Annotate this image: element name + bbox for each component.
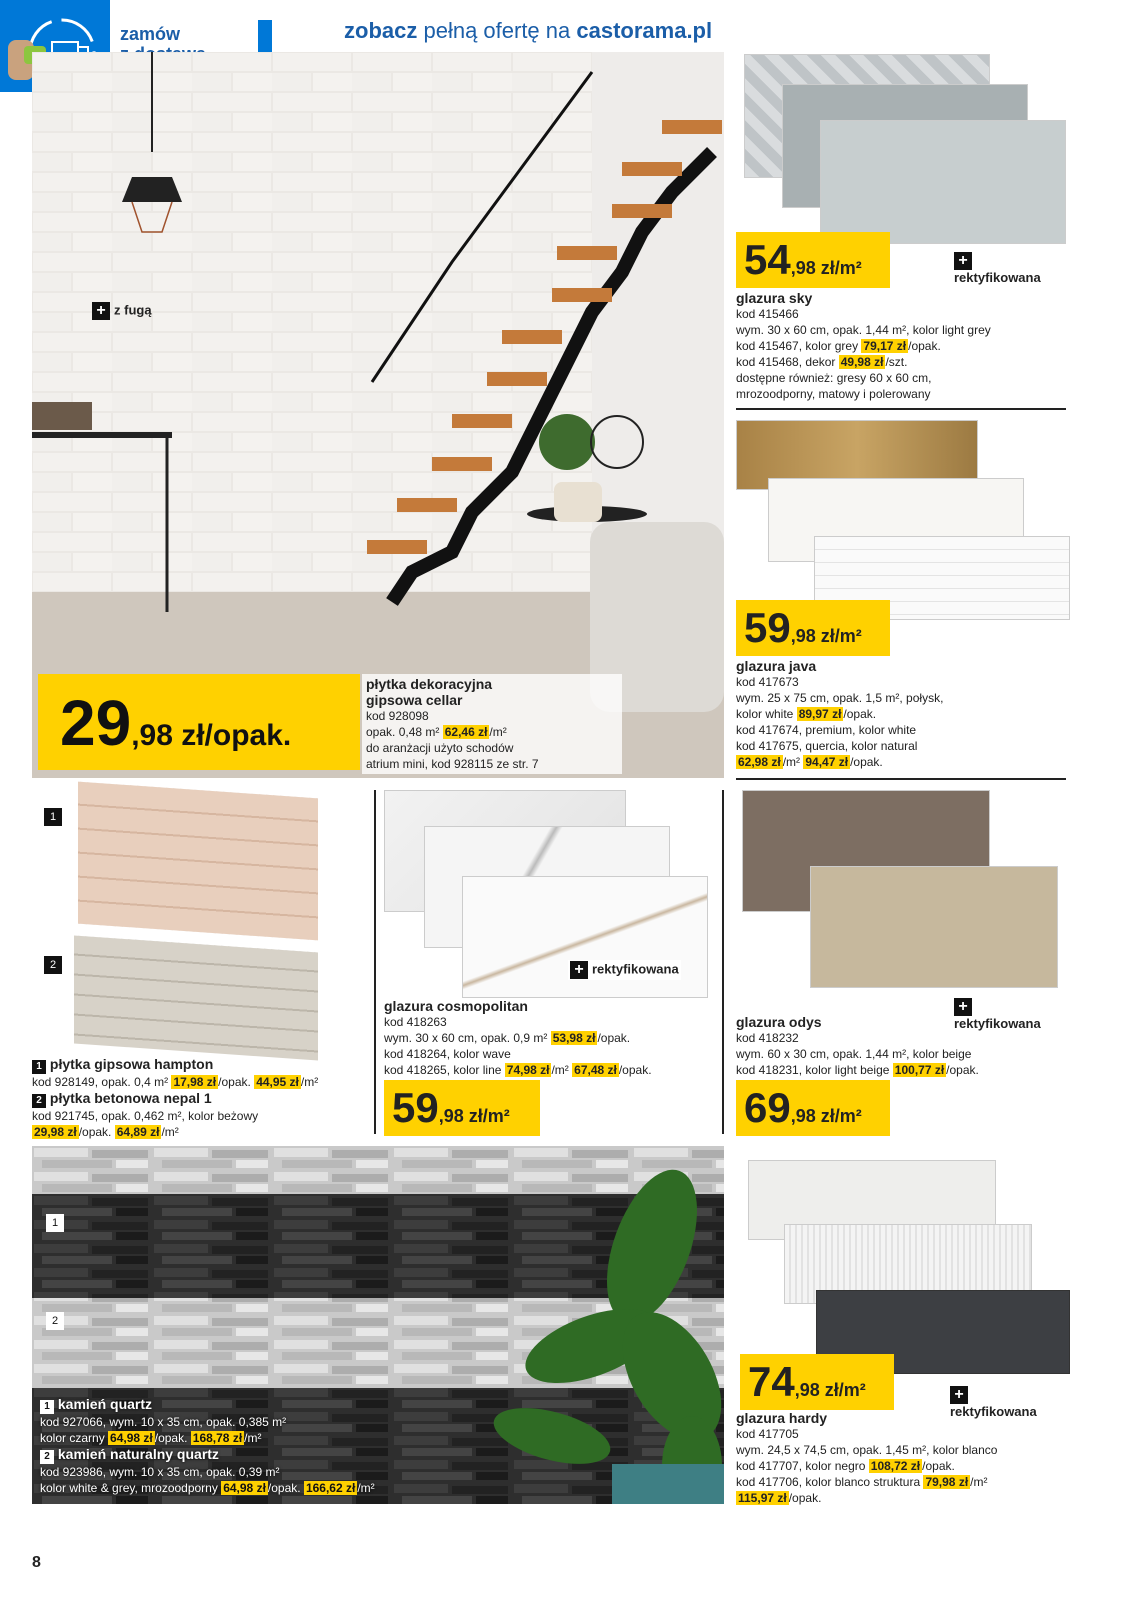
sky-badge bbox=[954, 252, 1041, 286]
java-name: glazura java bbox=[736, 658, 817, 674]
quartz-name-1 bbox=[40, 1396, 460, 1414]
price-int: 29 bbox=[60, 687, 132, 759]
price-int: 59 bbox=[392, 1084, 439, 1131]
fuga-text: z fugą bbox=[114, 302, 152, 318]
java-l1: kod 417673 bbox=[736, 675, 799, 689]
hero-fuga-label bbox=[92, 302, 152, 320]
nepal-tile bbox=[74, 935, 318, 1060]
badge-text: rektyfikowana bbox=[950, 1404, 1037, 1419]
name: kamień quartz bbox=[57, 1396, 153, 1412]
page-number: 8 bbox=[32, 1554, 41, 1571]
sky-l3 bbox=[736, 338, 1066, 354]
hampton-name-1 bbox=[32, 1056, 372, 1074]
hampton-l2: kod 921745, opak. 0,462 m², kolor beżowy bbox=[32, 1109, 259, 1123]
hampton-info bbox=[32, 1056, 372, 1140]
vertical-divider bbox=[722, 790, 724, 1134]
text: /opak. bbox=[922, 1459, 955, 1473]
text: /opak. bbox=[267, 1481, 301, 1495]
hampton-name-2 bbox=[32, 1090, 372, 1108]
price-dec: ,98 zł/opak. bbox=[131, 719, 292, 752]
quartz-name-2 bbox=[40, 1446, 460, 1464]
hardy-l1: kod 417705 bbox=[736, 1427, 799, 1441]
text: /m² bbox=[551, 1063, 569, 1077]
hampton-l3 bbox=[32, 1124, 372, 1140]
price: 168,78 zł bbox=[192, 1431, 243, 1445]
price-dec: ,98 zł/m² bbox=[794, 1380, 866, 1400]
text: /m² bbox=[357, 1481, 375, 1495]
badge-text: rektyfikowana bbox=[954, 1016, 1041, 1031]
price: 108,72 zł bbox=[870, 1459, 921, 1473]
plus-icon: + bbox=[954, 252, 972, 270]
sky-info bbox=[736, 290, 1066, 402]
text: kod 417707, kolor negro bbox=[736, 1459, 869, 1473]
java-l5: kod 417675, quercia, kolor natural bbox=[736, 739, 918, 753]
price-int: 69 bbox=[744, 1084, 791, 1131]
text: /szt. bbox=[885, 355, 908, 369]
offer-link[interactable] bbox=[344, 18, 712, 44]
price: 74,98 zł bbox=[506, 1063, 550, 1077]
cosmo-name: glazura cosmopolitan bbox=[384, 998, 528, 1014]
text: /opak. bbox=[597, 1031, 631, 1045]
plus-icon: + bbox=[570, 961, 588, 979]
price: 64,98 zł bbox=[110, 1431, 153, 1445]
delivery-text-line1: zamów bbox=[120, 24, 181, 44]
price: 49,98 zł bbox=[840, 355, 884, 369]
odys-price bbox=[744, 1084, 862, 1132]
price: 64,89 zł bbox=[116, 1125, 160, 1139]
plus-icon: + bbox=[954, 998, 972, 1016]
price: 29,98 zł bbox=[34, 1125, 77, 1139]
offer-mid: pełną ofertę na bbox=[423, 18, 577, 43]
text: /opak. bbox=[788, 1491, 822, 1505]
text: /opak. bbox=[78, 1125, 112, 1139]
hero-note-2: atrium mini, kod 928115 ze str. 7 bbox=[366, 757, 539, 771]
java-l6 bbox=[736, 754, 1066, 770]
hardy-price bbox=[748, 1358, 866, 1406]
quartz-info bbox=[40, 1396, 460, 1496]
hero-code: kod 928098 bbox=[366, 709, 429, 723]
text: kolor white bbox=[736, 707, 797, 721]
price-dec: ,98 zł/m² bbox=[790, 1106, 862, 1126]
sky-price bbox=[744, 236, 862, 284]
quartz-l3: kod 923986, wym. 10 x 35 cm, opak. 0,39 m² bbox=[40, 1465, 280, 1479]
java-info bbox=[736, 658, 1066, 770]
cosmo-price bbox=[392, 1084, 510, 1132]
price-int: 54 bbox=[744, 236, 791, 283]
divider bbox=[736, 408, 1066, 410]
price: 44,95 zł bbox=[256, 1075, 299, 1089]
hardy-l4 bbox=[736, 1474, 1076, 1490]
text: kod 415467, kolor grey bbox=[736, 339, 862, 353]
hero-name-2: gipsowa cellar bbox=[366, 692, 463, 708]
price-int: 59 bbox=[744, 604, 791, 651]
text: /m² bbox=[782, 755, 801, 769]
sky-l4 bbox=[736, 354, 1066, 370]
pack-prefix: opak. 0,48 m² bbox=[366, 725, 440, 739]
price: 62,98 zł bbox=[738, 755, 781, 769]
sky-l6: mrozoodporny, matowy i polerowany bbox=[736, 387, 931, 401]
odys-info bbox=[736, 1014, 1066, 1078]
text: /m² bbox=[161, 1125, 179, 1139]
odys-l2: wym. 60 x 30 cm, opak. 1,44 m², kolor beige bbox=[736, 1047, 972, 1061]
item-number-1: 1 bbox=[44, 808, 62, 826]
text: kolor white & grey, mrozoodporny bbox=[40, 1481, 218, 1495]
item-number-2: 2 bbox=[40, 1450, 54, 1464]
text: /m² bbox=[300, 1075, 319, 1089]
java-tiles bbox=[736, 420, 1070, 620]
sky-l5: dostępne również: gresy 60 x 60 cm, bbox=[736, 371, 932, 385]
badge-text: rektyfikowana bbox=[592, 961, 679, 977]
text: /opak. bbox=[618, 1063, 652, 1077]
item-number-1: 1 bbox=[46, 1214, 64, 1232]
text: /opak. bbox=[946, 1063, 979, 1077]
java-price bbox=[744, 604, 862, 652]
price-dec: ,98 zł/m² bbox=[790, 258, 862, 278]
name: płytka betonowa nepal 1 bbox=[49, 1090, 212, 1106]
price: 100,77 zł bbox=[894, 1063, 945, 1077]
sky-name: glazura sky bbox=[736, 290, 813, 306]
hardy-l3 bbox=[736, 1458, 1076, 1474]
cosmo-info bbox=[384, 998, 724, 1078]
cosmo-l4 bbox=[384, 1062, 724, 1078]
hardy-l2: wym. 24,5 x 74,5 cm, opak. 1,45 m², kolor blanco bbox=[736, 1443, 998, 1457]
price-int: 74 bbox=[748, 1358, 795, 1405]
hampton-l1 bbox=[32, 1074, 372, 1090]
cosmo-l2 bbox=[384, 1030, 724, 1046]
price: 53,98 zł bbox=[552, 1031, 596, 1045]
sky-tiles bbox=[740, 54, 1070, 244]
item-number-2: 2 bbox=[44, 956, 62, 974]
hero-photo bbox=[32, 52, 724, 778]
java-l2: wym. 25 x 75 cm, opak. 1,5 m², połysk, bbox=[736, 691, 944, 705]
odys-l3 bbox=[736, 1062, 1066, 1078]
price: 64,98 zł bbox=[223, 1481, 266, 1495]
pack-suffix: /m² bbox=[489, 725, 507, 739]
java-l4: kod 417674, premium, kolor white bbox=[736, 723, 917, 737]
text: wym. 30 x 60 cm, opak. 0,9 m² bbox=[384, 1031, 548, 1045]
text: kod 415468, dekor bbox=[736, 355, 839, 369]
cosmo-l1: kod 418263 bbox=[384, 1015, 447, 1029]
item-number-1: 1 bbox=[40, 1400, 54, 1414]
java-l3 bbox=[736, 706, 1066, 722]
price: 79,98 zł bbox=[925, 1475, 969, 1489]
sky-l2: wym. 30 x 60 cm, opak. 1,44 m², kolor light grey bbox=[736, 323, 991, 337]
quartz-l4 bbox=[40, 1480, 460, 1496]
offer-prefix: zobacz bbox=[344, 18, 424, 43]
quartz-l1: kod 927066, wym. 10 x 35 cm, opak. 0,385 m² bbox=[40, 1415, 287, 1429]
text: /opak. bbox=[218, 1075, 251, 1089]
name: kamień naturalny quartz bbox=[57, 1446, 219, 1462]
price: 67,48 zł bbox=[574, 1063, 617, 1077]
hardy-tiles bbox=[748, 1160, 1070, 1374]
cosmo-badge bbox=[568, 960, 681, 980]
offer-site: castorama.pl bbox=[576, 18, 713, 43]
sky-l1: kod 415466 bbox=[736, 307, 799, 321]
hardy-name: glazura hardy bbox=[736, 1410, 828, 1426]
price-dec: ,98 zł/m² bbox=[438, 1106, 510, 1126]
price: 94,47 zł bbox=[805, 755, 849, 769]
hardy-info bbox=[736, 1410, 1076, 1506]
pack-price: 62,46 zł bbox=[444, 725, 488, 739]
cosmo-l3: kod 418264, kolor wave bbox=[384, 1047, 511, 1061]
hero-info bbox=[362, 674, 622, 774]
text: kod 418231, kolor light beige bbox=[736, 1063, 890, 1077]
price: 79,17 zł bbox=[863, 339, 907, 353]
plus-icon: + bbox=[950, 1386, 968, 1404]
text: kolor czarny bbox=[40, 1431, 105, 1445]
text: /opak. bbox=[843, 707, 877, 721]
odys-name: glazura odys bbox=[736, 1014, 822, 1030]
item-number-2: 2 bbox=[46, 1312, 64, 1330]
quartz-l2 bbox=[40, 1430, 460, 1446]
text: kod 418265, kolor line bbox=[384, 1063, 502, 1077]
price: 89,97 zł bbox=[798, 707, 842, 721]
price: 166,62 zł bbox=[305, 1481, 356, 1495]
price: 17,98 zł bbox=[173, 1075, 217, 1089]
hampton-tile bbox=[78, 782, 318, 941]
text: /opak. bbox=[908, 339, 941, 353]
hero-pack bbox=[366, 724, 618, 740]
hero-price bbox=[60, 688, 291, 758]
text: kod 417706, kolor blanco struktura bbox=[736, 1475, 924, 1489]
item-number-1: 1 bbox=[32, 1060, 46, 1074]
hero-note-1: do aranżacji użyto schodów bbox=[366, 741, 514, 755]
text: kod 928149, opak. 0,4 m² bbox=[32, 1075, 169, 1089]
hero-name-1: płytka dekoracyjna bbox=[366, 676, 493, 692]
hardy-l5 bbox=[736, 1490, 1076, 1506]
price-dec: ,98 zł/m² bbox=[790, 626, 862, 646]
vertical-divider bbox=[374, 790, 376, 1134]
text: /m² bbox=[244, 1431, 262, 1445]
badge-text: rektyfikowana bbox=[954, 270, 1041, 285]
text: /opak. bbox=[154, 1431, 188, 1445]
text: /m² bbox=[970, 1475, 988, 1489]
item-number-2: 2 bbox=[32, 1094, 46, 1108]
text: /opak. bbox=[850, 755, 883, 769]
odys-l1: kod 418232 bbox=[736, 1031, 799, 1045]
price: 115,97 zł bbox=[738, 1491, 787, 1505]
divider bbox=[736, 778, 1066, 780]
name: płytka gipsowa hampton bbox=[49, 1056, 214, 1072]
plus-icon: + bbox=[92, 302, 110, 320]
odys-tiles bbox=[742, 790, 1062, 990]
